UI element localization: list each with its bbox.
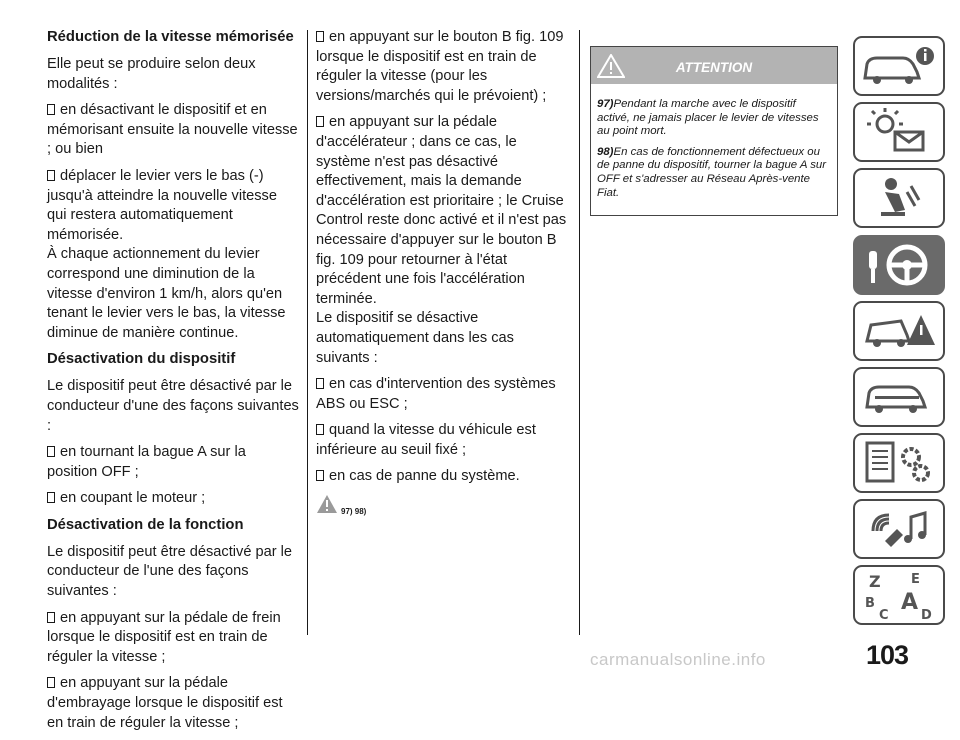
section-heading: Réduction de la vitesse mémorisée [47, 29, 294, 45]
column-divider [307, 30, 308, 635]
attention-note: 97)Pendant la marche avec le dispositif activé, ne jamais placer le levier de vitesses au point mort. [597, 98, 819, 138]
steering-wheel-key-icon [855, 237, 943, 293]
tab-car-info[interactable] [853, 36, 945, 96]
tab-index[interactable] [853, 565, 945, 625]
warning-refs-label: 97) 98) [341, 507, 367, 517]
bullet-square-icon [47, 170, 55, 181]
svg-text:E: E [911, 572, 920, 587]
tab-technical-data[interactable] [853, 433, 945, 493]
svg-text:Z: Z [869, 572, 881, 591]
index-icon [855, 567, 943, 623]
bullet-item: en coupant le moteur ; [47, 489, 299, 509]
bullet-item: en cas d'intervention des systèmes ABS ou ESC ; [316, 376, 556, 412]
bullet-item: en tournant la bague A sur la position OFF ; [47, 444, 246, 480]
svg-text:D: D [921, 608, 932, 623]
bullet-square-icon [47, 492, 55, 503]
maintenance-car-icon [855, 369, 943, 425]
column-left [47, 28, 299, 740]
tab-airbag-safety[interactable] [853, 168, 945, 228]
tab-maintenance-car[interactable] [853, 367, 945, 427]
airbag-safety-icon [855, 170, 943, 226]
breakdown-icon [855, 303, 943, 359]
multimedia-icon [855, 501, 943, 557]
bullet-square-icon [316, 378, 324, 389]
attention-header [591, 47, 837, 84]
tab-steering-wheel-key[interactable] [853, 235, 945, 295]
tab-breakdown[interactable] [853, 301, 945, 361]
paragraph: Elle peut se produire selon deux modalités : [47, 56, 256, 92]
bullet-square-icon [47, 612, 55, 623]
bullet-item: en cas de panne du système. [316, 467, 570, 487]
bullet-square-icon [316, 116, 324, 127]
bullet-square-icon [316, 424, 324, 435]
bullet-square-icon [47, 104, 55, 115]
page-number: 103 [866, 640, 909, 670]
watermark: carmanualsonline.info [590, 650, 766, 669]
attention-body [591, 84, 837, 215]
attention-note: 98)En cas de fonctionnement défectueux ou de panne du dispositif, tourner la bague A sur OFF et s'adresser au Réseau Après-vente Fiat. [597, 145, 827, 199]
attention-title: ATTENTION [675, 60, 753, 75]
bullet-square-icon [47, 446, 55, 457]
paragraph: Le dispositif peut être désactivé par le conducteur de l'une des façons suivantes : [47, 543, 292, 600]
paragraph: Le dispositif peut être désactivé par le conducteur d'une des façons suivantes : [47, 378, 299, 434]
svg-text:B: B [865, 596, 875, 611]
tab-warning-lights[interactable] [853, 102, 945, 162]
tab-multimedia[interactable] [853, 499, 945, 559]
svg-text:C: C [879, 608, 889, 623]
bullet-item: en appuyant sur la pédale d'accélérateur ; dans ce cas, le système n'est pas désactivé effectivement, mais la demande d'accélération est prioritaire ; le Cruise Control reste donc activé et il n'est pas nécessaire d'appuyer sur le bouton B fig. 109 pour retourner à l'état précédent une fois l'accélération terminée. Le dispositif se désactive automatiquement dans les cas suivants : [316, 114, 567, 366]
technical-data-icon [855, 435, 943, 491]
bullet-item: en appuyant sur la pédale d'embrayage lorsque le dispositif est en train de réguler la vitesse ; [47, 675, 283, 731]
svg-text:A: A [901, 590, 919, 615]
bullet-item: déplacer le levier vers le bas (-) jusqu'à atteindre la nouvelle vitesse qui restera automatiquement mémorisée. À chaque actionnement du levier correspond une diminution de la vitesse d'environ 1 km/h, alors qu'en tenant le levier vers le bas, la vitesse diminue de manière continue. [47, 167, 286, 341]
column-divider [579, 30, 580, 635]
bullet-square-icon [47, 677, 55, 688]
attention-box [590, 46, 838, 216]
bullet-item: en désactivant le dispositif et en mémorisant ensuite la nouvelle vitesse ; ou bien [47, 102, 298, 158]
column-right [590, 28, 839, 216]
column-middle [316, 28, 570, 522]
warning-lights-icon [855, 104, 943, 160]
bullet-square-icon [316, 31, 324, 42]
bullet-square-icon [316, 470, 324, 481]
warning-triangle-icon [316, 494, 338, 514]
car-info-icon [855, 38, 943, 94]
section-heading: Désactivation du dispositif [47, 351, 236, 368]
warning-reference [316, 494, 570, 522]
bullet-item: quand la vitesse du véhicule est inférieure au seuil fixé ; [316, 422, 536, 458]
bullet-item: en appuyant sur la pédale de frein lorsque le dispositif est en train de réguler la vitesse ; [47, 609, 281, 665]
section-heading: Désactivation de la fonction [47, 516, 244, 533]
bullet-item: en appuyant sur le bouton B fig. 109 lorsque le dispositif est en train de réguler la vitesse (pour les versions/marchés qui le prévoient) ; [316, 29, 564, 104]
